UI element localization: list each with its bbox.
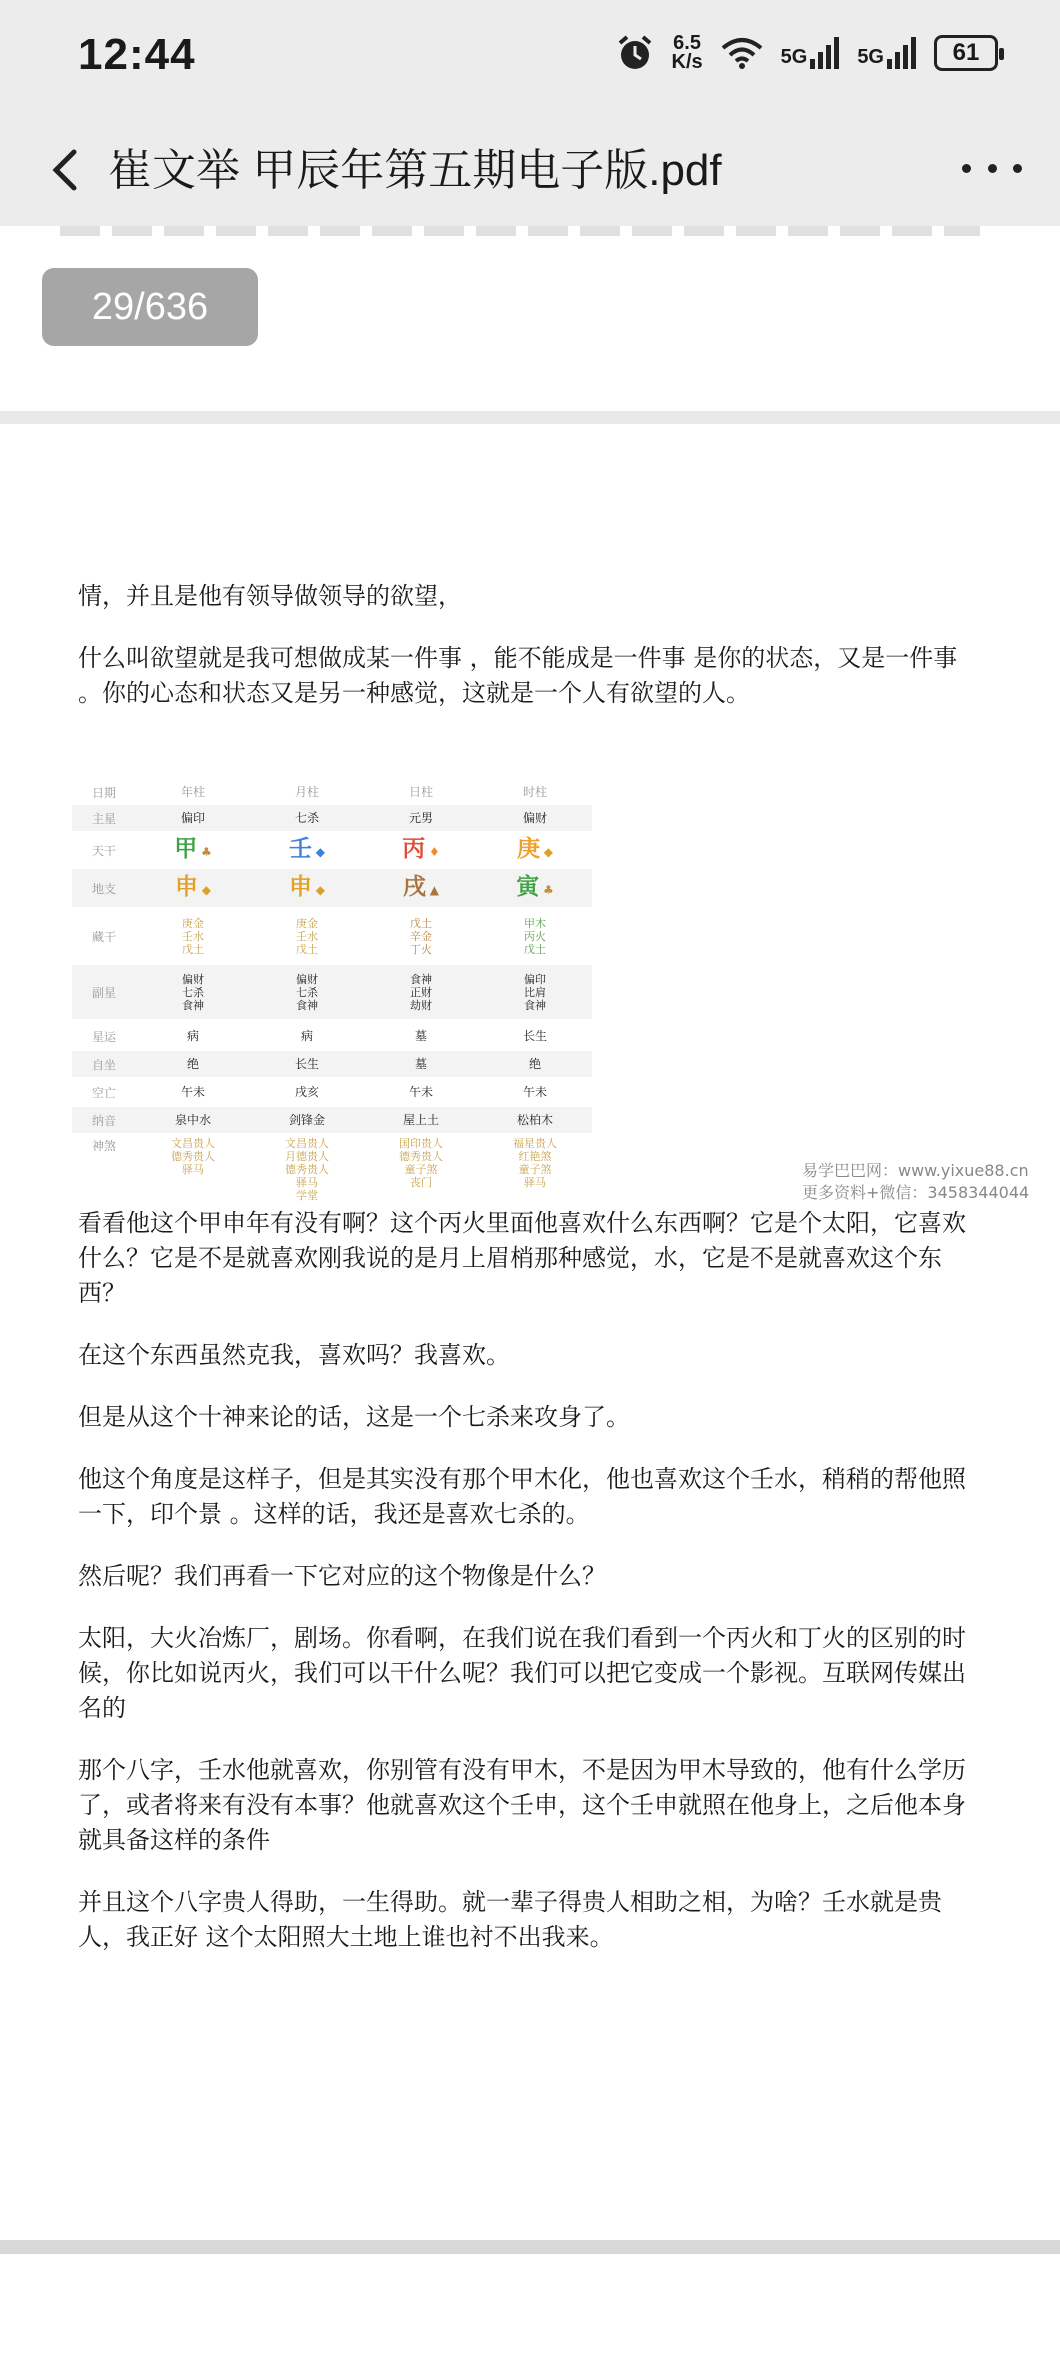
paragraph: 他这个角度是这样子，但是其实没有那个甲木化，他也喜欢这个壬水，稍稍的帮他照一下，印个景 。这样的话，我还是喜欢七杀的。 <box>78 1465 966 1528</box>
signal-bars-icon <box>887 37 916 69</box>
paragraph: 但是从这个十神来论的话，这是一个七杀来攻身了。 <box>78 1403 630 1431</box>
paragraph: 情，并且是他有领导做领导的欲望， <box>78 582 462 610</box>
xingyun-row: 星运 病 病 墓 长生 <box>91 1029 547 1044</box>
clock: 12:44 <box>78 30 196 79</box>
signal-bars-icon <box>810 37 839 69</box>
zhuxing-row: 主星 偏印 七杀 元男 偏财 <box>72 805 592 831</box>
tree-icon: ♣ <box>197 844 212 859</box>
signal-1: 5G <box>781 37 840 69</box>
cut-off-text <box>60 226 980 236</box>
watermark: 易学巴巴网：www.yixue88.cn 更多资料+微信：3458344044 <box>802 1161 1030 1202</box>
status-bar <box>0 0 1060 118</box>
paragraph: 什么叫欲望就是我可想做成某一件事 ，能不能成是一件事 是你的状态，又是一件事 。你的心态和状态又是另一种感觉，这就是一个人有欲望的人。 <box>78 644 958 707</box>
tiangan-row: 天干 甲 ♣ 壬 ◆ 丙 ♦ 庚 ◆ <box>91 835 554 862</box>
gold-icon: ◆ <box>311 882 326 897</box>
battery-icon: 61 <box>934 35 998 71</box>
zizuo-row: 自坐 绝 长生 墓 绝 <box>72 1051 592 1077</box>
wifi-icon <box>721 36 763 70</box>
network-speed: 6.5 K/s <box>671 32 703 73</box>
paragraph: 并且这个八字贵人得助，一生得助。就一辈子得贵人相助之相，为啥？壬水就是贵人，我正好 这个太阳照大土地上谁也衬不出我来。 <box>78 1888 942 1951</box>
status-icons <box>616 34 999 72</box>
paragraph: 太阳，大火冶炼厂，剧场。你看啊，在我们说在我们看到一个丙火和丁火的区别的时候，你比如说丙火，我们可以干什么呢？我们可以把它变成一个影视。互联网传媒出名的 <box>78 1624 966 1722</box>
gold-icon: ◆ <box>197 882 212 897</box>
shensha-row: 神煞 文昌贵人 德秀贵人 驿马 文昌贵人 月德贵人 德秀贵人 驿马 学堂 国印贵人 德秀贵人 童子煞 丧门 福星贵人 红艳煞 童子煞 驿马 <box>91 1137 557 1202</box>
earth-icon: ▲ <box>425 882 440 897</box>
alarm-icon <box>616 34 654 72</box>
nayin-row: 纳音 泉中水 剑锋金 屋上土 松柏木 <box>72 1107 592 1133</box>
next-page <box>0 2254 1060 2376</box>
tree-icon: ♣ <box>539 882 554 897</box>
dizhi-row: 地支 申 ◆ 申 ◆ 戌 ▲ 寅 ♣ <box>72 869 592 907</box>
flame-icon: ♦ <box>425 844 440 859</box>
app-bar <box>0 118 1060 226</box>
page-separator <box>0 2240 1060 2254</box>
paragraph: 然后呢？我们再看一下它对应的这个物像是什么？ <box>78 1562 606 1590</box>
header-row: 日期 年柱 月柱 日柱 时柱 <box>91 785 547 800</box>
fuxing-row: 副星 偏财 七杀 食神 偏财 七杀 食神 食神 正财 劫财 偏印 比肩 食神 <box>72 965 592 1019</box>
more-options-icon[interactable] <box>962 148 1022 188</box>
pdf-page <box>0 424 1060 2240</box>
back-arrow-icon[interactable] <box>38 140 98 200</box>
water-drop-icon: ◆ <box>311 844 326 859</box>
bazi-chart <box>72 779 592 1221</box>
kongwang-row: 空亡 午未 戌亥 午未 午未 <box>91 1085 547 1100</box>
signal-2: 5G <box>857 37 916 69</box>
page-indicator: 29/636 <box>42 268 258 346</box>
paragraph: 在这个东西虽然克我，喜欢吗？我喜欢。 <box>78 1341 510 1369</box>
document-title: 崔文举 甲辰年第五期电子版.pdf <box>108 146 722 195</box>
canggan-row: 藏干 庚金 壬水 戊土 庚金 壬水 戊土 戊土 辛金 丁火 甲木 丙火 戊土 <box>91 916 546 956</box>
gold-icon: ◆ <box>539 844 554 859</box>
paragraph: 那个八字，壬水他就喜欢，你别管有没有甲木，不是因为甲木导致的，他有什么学历了，或者将来有没有本事？他就喜欢这个壬申，这个壬申就照在他身上，之后他本身就具备这样的条件 <box>78 1756 966 1854</box>
paragraph: 看看他这个甲申年有没有啊？这个丙火里面他喜欢什么东西啊？它是个太阳，它喜欢什么？它是不是就喜欢刚我说的是月上眉梢那种感觉，水，它是不是就喜欢这个东西？ <box>78 1209 966 1307</box>
